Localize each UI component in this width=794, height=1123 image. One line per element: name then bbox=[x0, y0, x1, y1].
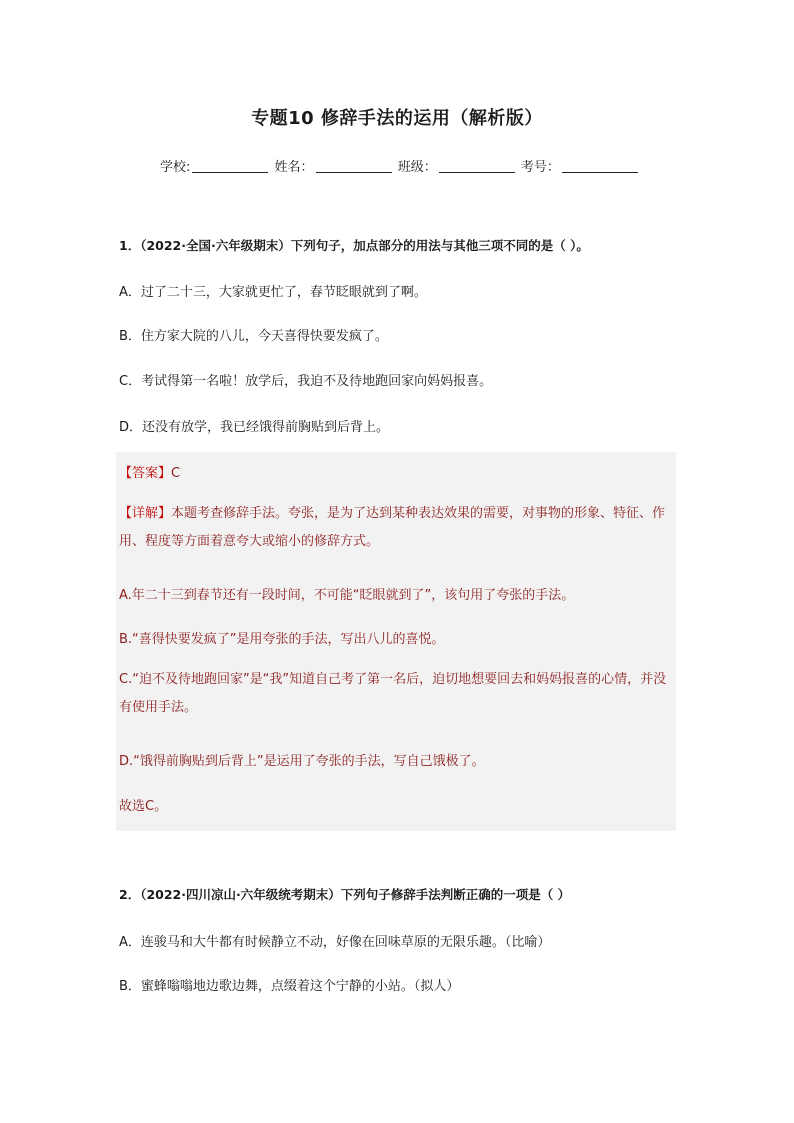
question-1-header bbox=[119, 236, 589, 254]
question-2-source: （2022·四川凉山·六年级统考期末） bbox=[140, 887, 341, 902]
question-2-number: 2． bbox=[119, 887, 141, 902]
name-label: 姓名： bbox=[274, 160, 314, 175]
exam-number-blank[interactable] bbox=[562, 172, 638, 173]
question-2-stem: 下列句子修辞手法判断正确的一项是（ ） bbox=[340, 887, 571, 902]
exam-number-label: 考号： bbox=[520, 160, 560, 175]
class-blank[interactable] bbox=[439, 172, 515, 173]
q1-analysis-d: D.“饿得前胸贴到后背上”是运用了夸张的手法，写自己饿极了。 bbox=[119, 754, 485, 769]
student-info-line bbox=[160, 156, 640, 175]
question-1-source: （2022·全国·六年级期末） bbox=[140, 238, 291, 253]
q1-detail bbox=[119, 500, 675, 556]
answer-value: C bbox=[171, 466, 181, 481]
detail-tag: 【详解】 bbox=[119, 506, 172, 521]
school-blank[interactable] bbox=[192, 172, 268, 173]
q1-analysis-a: A.年二十三到春节还有一段时间，不可能“眨眼就到了”，该句用了夸张的手法。 bbox=[119, 588, 575, 603]
q1-option-d: D．还没有放学，我已经饿得前胸贴到后背上。 bbox=[119, 420, 390, 435]
name-blank[interactable] bbox=[316, 172, 392, 173]
q2-option-a: A．连骏马和大牛都有时候静立不动，好像在回味草原的无限乐趣。（比喻） bbox=[119, 935, 551, 950]
class-label: 班级： bbox=[397, 160, 437, 175]
q1-answer bbox=[119, 462, 180, 481]
q1-option-a: A．过了二十三，大家就更忙了，春节眨眼就到了啊。 bbox=[119, 285, 427, 300]
q2-option-b: B．蜜蜂嗡嗡地边歌边舞，点缀着这个宁静的小站。（拟人） bbox=[119, 979, 460, 994]
question-2-header bbox=[119, 885, 570, 903]
question-1-stem: 下列句子，加点部分的用法与其他三项不同的是（ ）。 bbox=[290, 238, 589, 253]
q1-analysis-b: B.“喜得快要发疯了”是用夸张的手法，写出八儿的喜悦。 bbox=[119, 632, 445, 647]
question-1-number: 1． bbox=[119, 238, 141, 253]
answer-tag: 【答案】 bbox=[119, 466, 172, 481]
document-title: 专题10 修辞手法的运用（解析版） bbox=[251, 108, 543, 129]
q1-option-c: C．考试得第一名啦！放学后，我迫不及待地跑回家向妈妈报喜。 bbox=[119, 374, 493, 389]
q1-conclusion: 故选C。 bbox=[119, 799, 168, 814]
detail-text: 本题考查修辞手法。夸张，是为了达到某种表达效果的需要，对事物的形象、特征、作用、程度等方面着意夸大或缩小的修辞方式。 bbox=[119, 506, 666, 549]
school-label: 学校: bbox=[160, 160, 191, 175]
q1-analysis-c: C.“迫不及待地跑回家”是“我”知道自己考了第一名后，迫切地想要回去和妈妈报喜的心情，并没有使用手法。 bbox=[119, 672, 667, 715]
q1-option-b: B．住方家大院的八儿，今天喜得快要发疯了。 bbox=[119, 329, 388, 344]
